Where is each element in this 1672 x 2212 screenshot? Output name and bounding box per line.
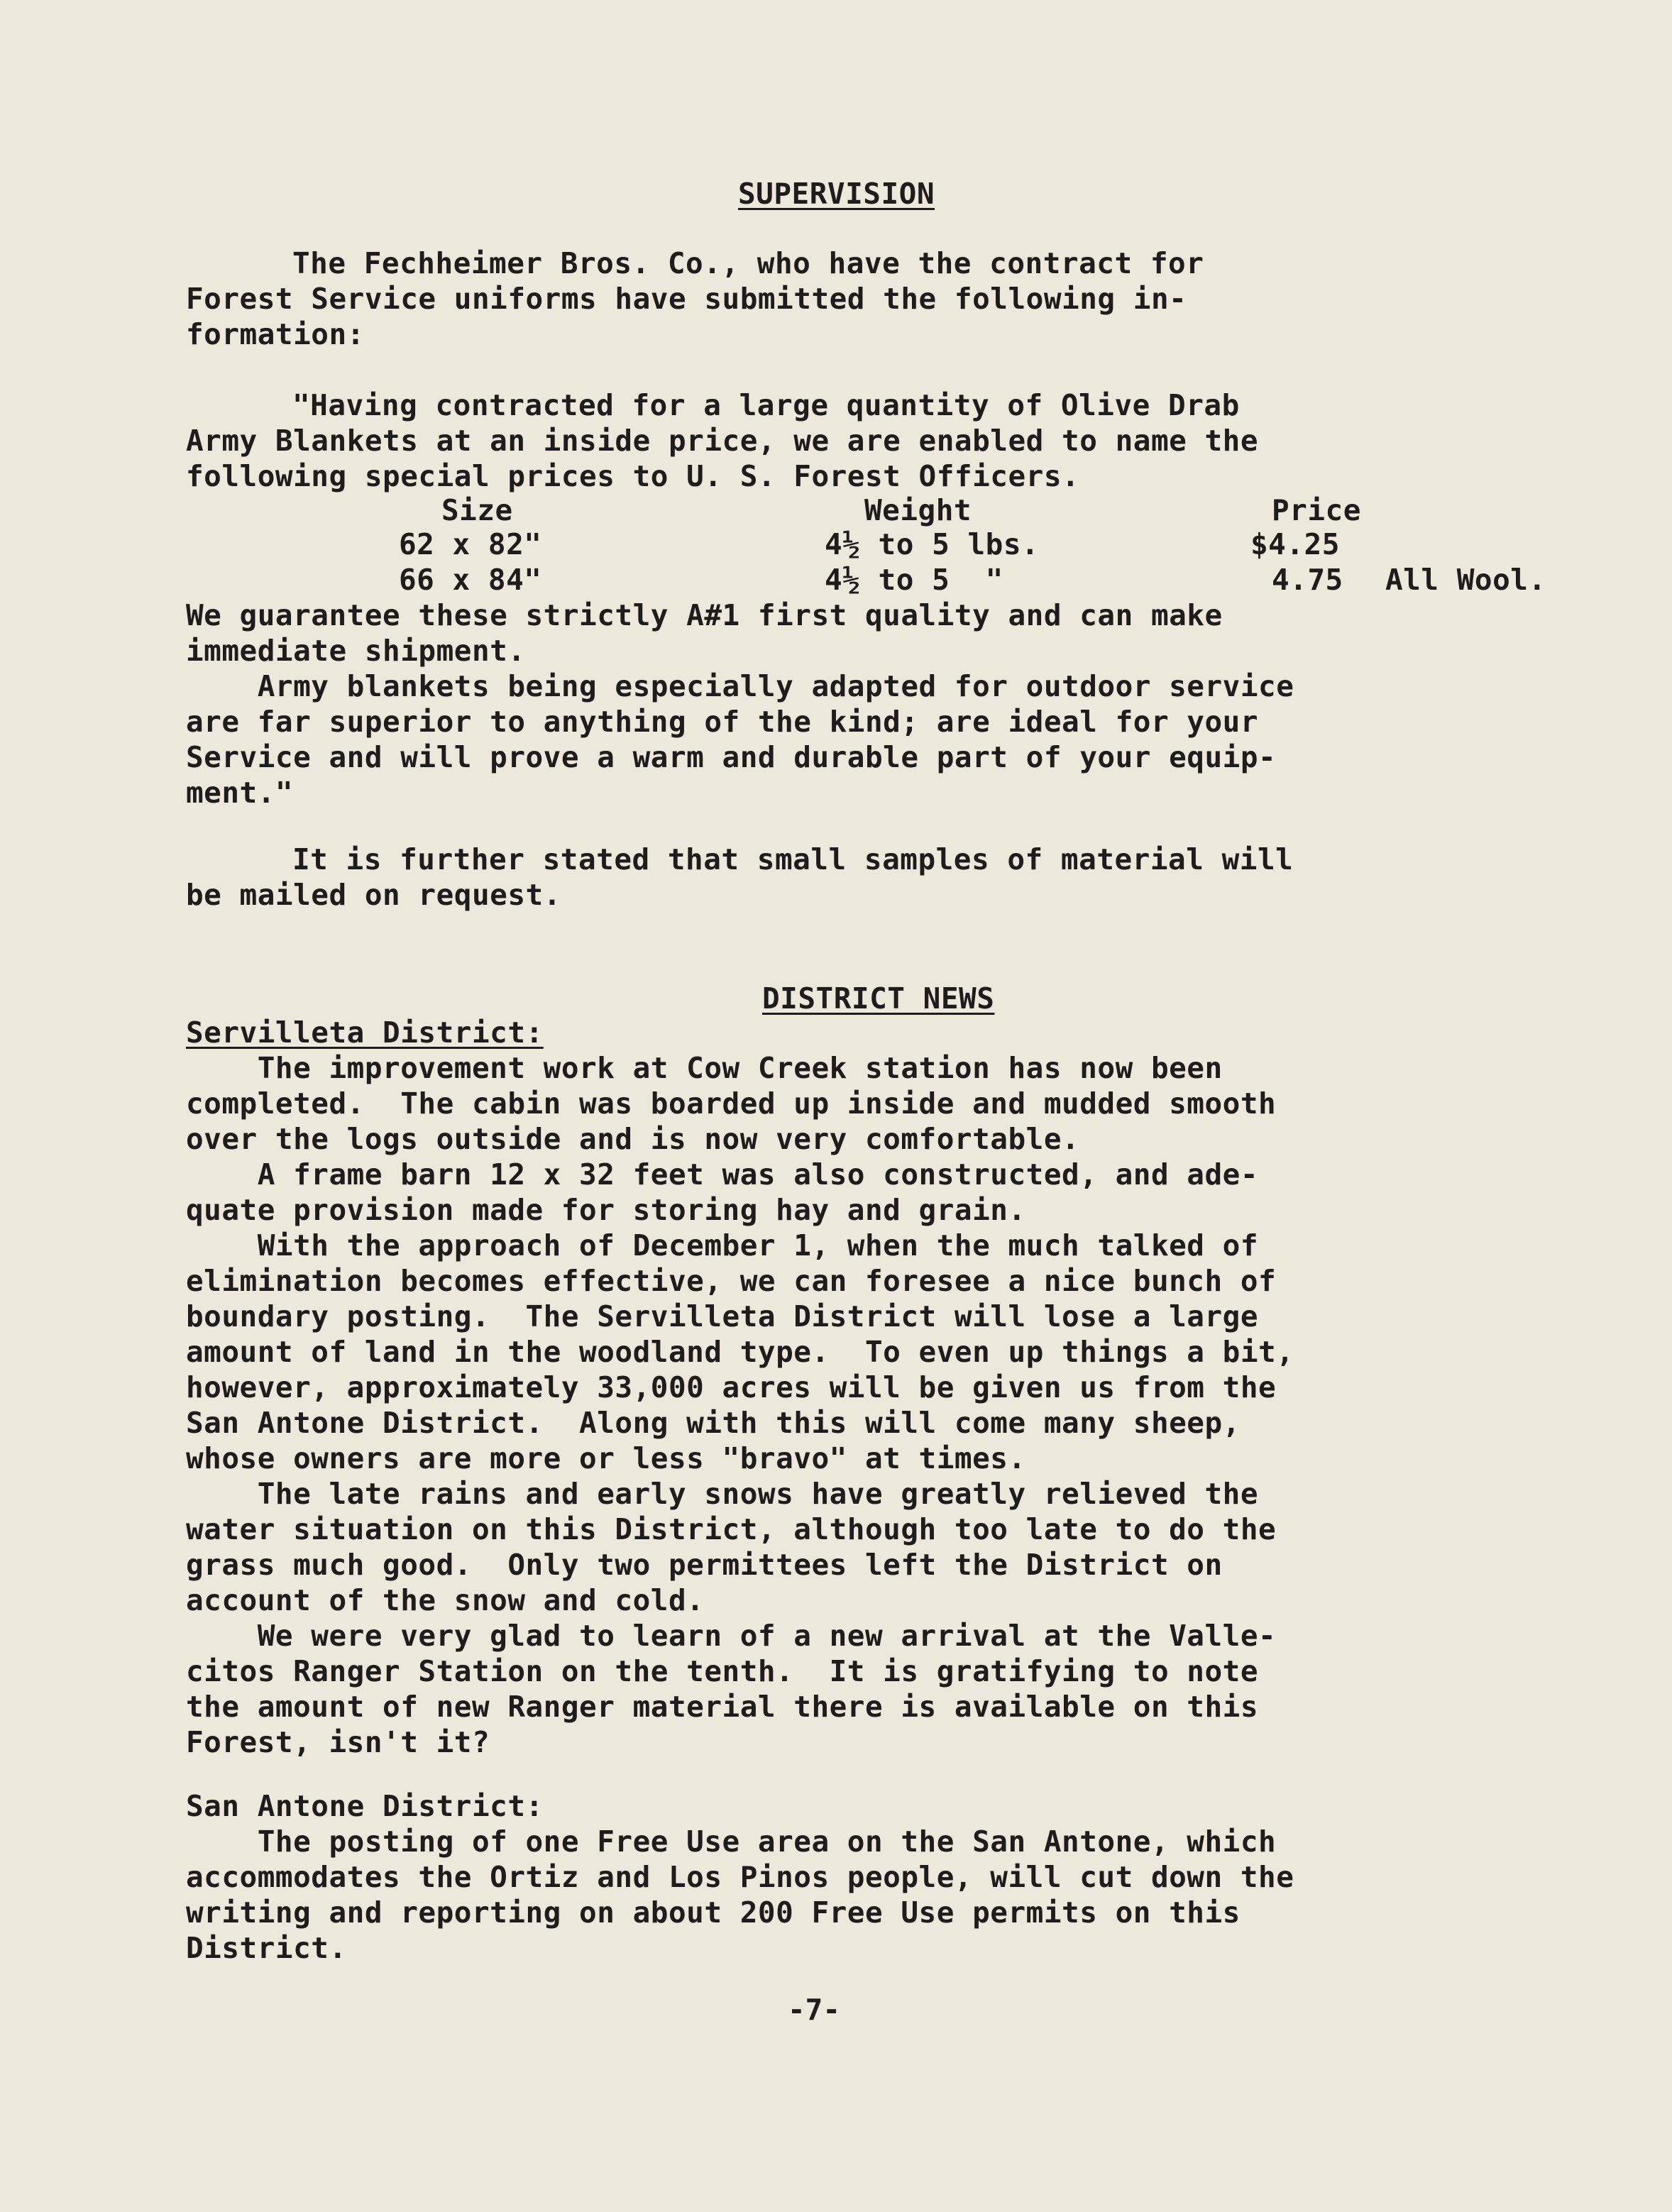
table-cell-note: All Wool. [1385, 563, 1546, 597]
san-antone-district-title: San Antone District: [186, 1789, 544, 1823]
text-line: whose owners are more or less "bravo" at times. [186, 1441, 1026, 1475]
table-cell-size: 62 x 82" [399, 527, 542, 561]
text-line: over the logs outside and is now very comfortable. [186, 1122, 1080, 1156]
text-line: Army Blankets at an inside price, we are enabled to name the [186, 424, 1259, 458]
text-line: amount of land in the woodland type. To even up things a bit, [186, 1335, 1294, 1369]
text-line: the amount of new Ranger material there is available on this [186, 1690, 1259, 1724]
supervision-heading: SUPERVISION [738, 177, 935, 211]
text-line: writing and reporting on about 200 Free Use permits on this [186, 1895, 1241, 1930]
text-line: account of the snow and cold. [186, 1583, 705, 1617]
text-line: be mailed on request. [186, 878, 561, 912]
text-line: citos Ranger Station on the tenth. It is gratifying to note [186, 1654, 1259, 1688]
page-number: -7- [788, 1993, 841, 2027]
text-line: Army blankets being especially adapted for outdoor service [186, 669, 1294, 703]
table-header-price: Price [1272, 493, 1361, 527]
text-line: water situation on this District, although too late to do the [186, 1512, 1277, 1546]
text-line: accommodates the Ortiz and Los Pinos people, will cut down the [186, 1860, 1294, 1894]
text-line: A frame barn 12 x 32 feet was also constructed, and ade- [186, 1157, 1259, 1192]
text-line: quate provision made for storing hay and grain. [186, 1193, 1026, 1227]
text-line: San Antone District. Along with this will come many sheep, [186, 1406, 1241, 1440]
text-line: We guarantee these strictly A#1 first quality and can make [186, 598, 1223, 632]
text-line: We were very glad to learn of a new arrival at the Valle- [186, 1619, 1277, 1653]
text-line: It is further stated that small samples of material will [292, 842, 1294, 876]
text-line: following special prices to U. S. Forest Officers. [186, 459, 1080, 493]
table-header-weight: Weight [864, 493, 972, 527]
text-line: immediate shipment. [186, 634, 526, 668]
text-line: "Having contracted for a large quantity of Olive Drab [292, 388, 1240, 422]
text-line: Forest, isn't it? [186, 1725, 490, 1759]
text-line: The late rains and early snows have greatly relieved the [186, 1477, 1259, 1511]
text-line: The improvement work at Cow Creek station has now been [186, 1051, 1223, 1085]
text-line: The Fechheimer Bros. Co., who have the contract for [292, 246, 1204, 280]
table-cell-price: 4.75 [1272, 563, 1343, 597]
text-line: formation: [186, 317, 365, 351]
text-line: are far superior to anything of the kind; are ideal for your [186, 705, 1259, 739]
text-line: Forest Service uniforms have submitted the following in- [186, 282, 1187, 316]
text-line: Service and will prove a warm and durable part of your equip- [186, 740, 1277, 774]
table-cell-weight: 4½ to 5 " [825, 563, 1003, 597]
table-cell-size: 66 x 84" [399, 563, 542, 597]
district-news-heading: DISTRICT NEWS [762, 981, 995, 1016]
table-cell-weight: 4½ to 5 lbs. [825, 527, 1040, 561]
servilleta-district-title: Servilleta District: [186, 1016, 544, 1050]
text-line: ment." [186, 776, 294, 810]
text-line: With the approach of December 1, when the much talked of [186, 1228, 1259, 1262]
text-line: however, approximately 33,000 acres will be given us from the [186, 1370, 1277, 1404]
text-line: grass much good. Only two permittees left the District on [186, 1548, 1223, 1582]
table-header-size: Size [441, 493, 513, 527]
text-line: boundary posting. The Servilleta District will lose a large [186, 1299, 1259, 1333]
text-line: District. [186, 1931, 347, 1965]
text-line: elimination becomes effective, we can foresee a nice bunch of [186, 1264, 1277, 1298]
table-cell-price: $4.25 [1250, 527, 1340, 561]
text-line: completed. The cabin was boarded up inside and mudded smooth [186, 1086, 1277, 1121]
text-line: The posting of one Free Use area on the San Antone, which [186, 1825, 1277, 1859]
